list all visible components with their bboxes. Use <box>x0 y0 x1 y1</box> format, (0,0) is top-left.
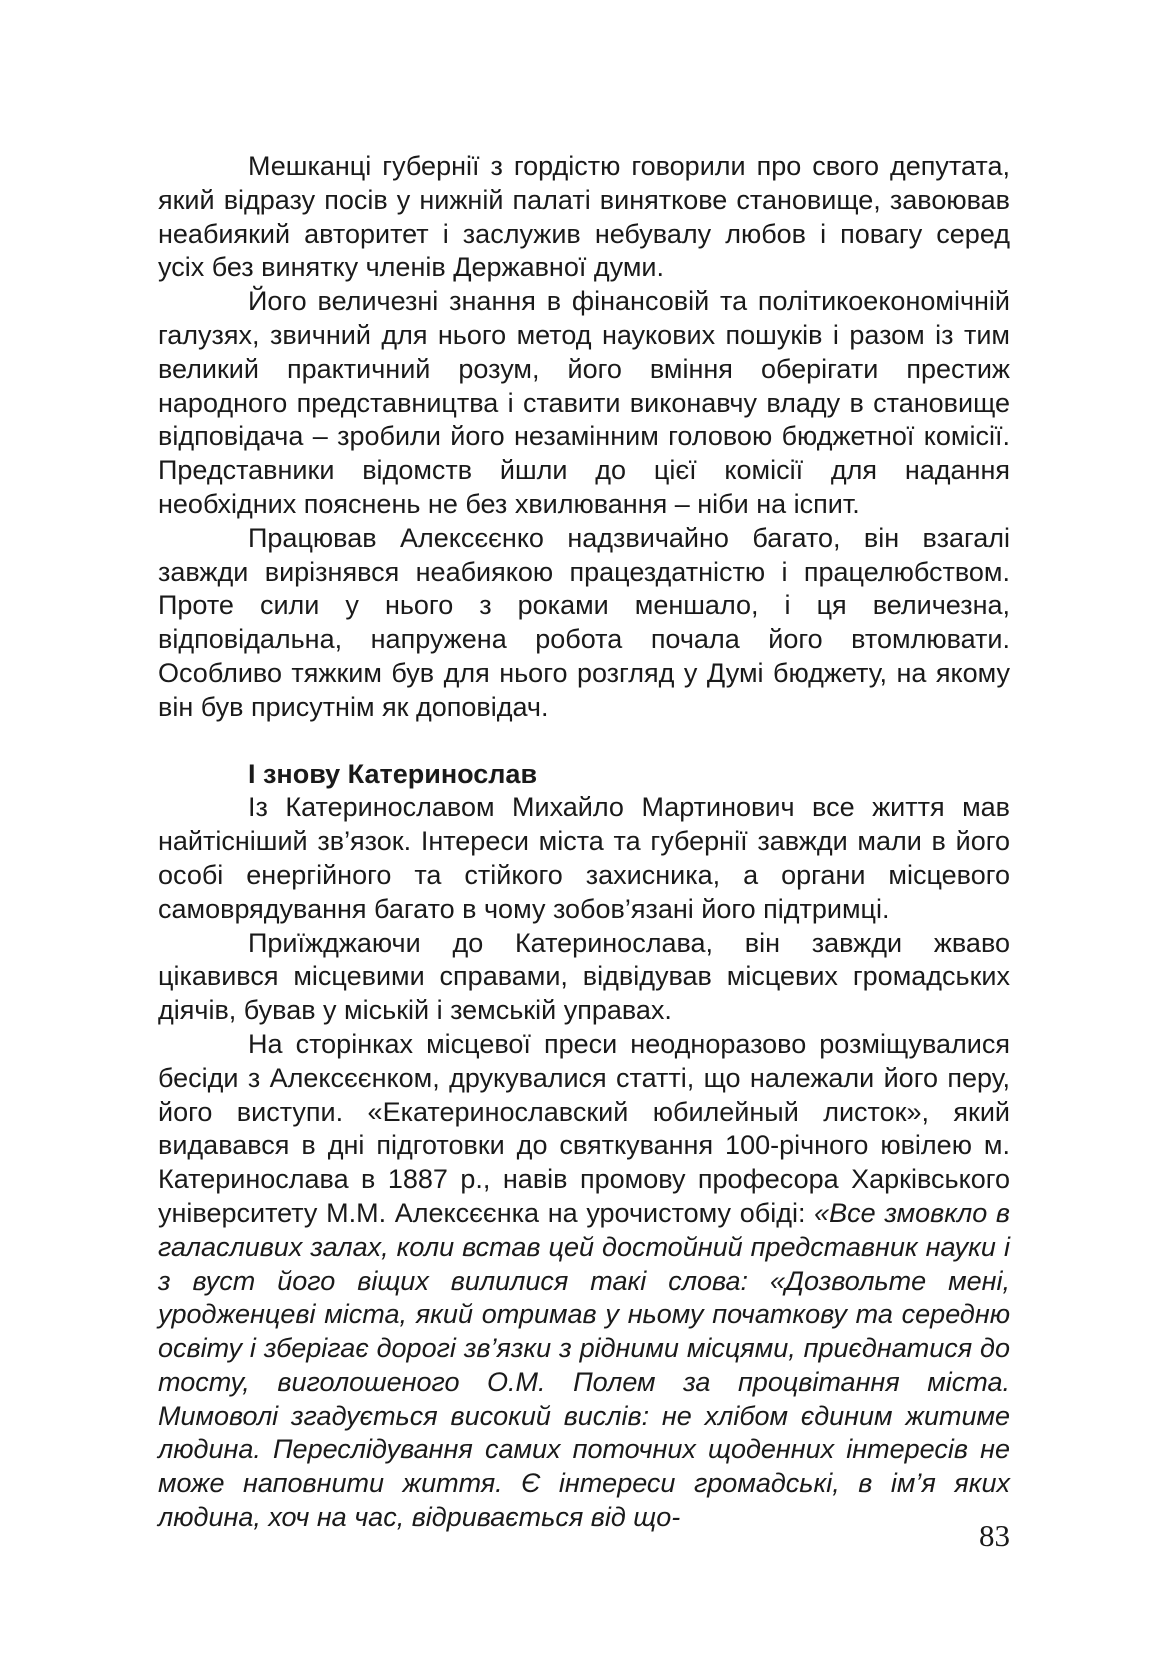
paragraph-1: Мешканці губернії з гордістю говорили про свого депутата, який відразу посів у нижній палаті виняткове становище, завоював неабиякий авторитет і заслужив небувалу любов і повагу серед усіх без винятку членів Державної думи. <box>158 151 1010 283</box>
page-body <box>158 150 1010 1535</box>
paragraph-6-italic-quote: «Все змовкло в галасливих залах, коли встав цей достойний представник науки і з вуст його віщих вилилися такі слова: «Дозвольте мені, уродженцеві міста, який отримав у ньому початкову та середню освіту і зберігає дорогі зв’язки з рідними місцями, приєднатися до тосту, виголошеного О.М. Полем за процвітання міста. Мимоволі згадується високий вислів: не хлібом єдиним житиме людина. Переслідування самих поточних щоденних інтересів не може наповнити життя. Є інтереси громадські, в ім’я яких людина, хоч на час, відривається від що- <box>158 1197 1010 1533</box>
paragraph-4: Із Катеринославом Михайло Мартинович все життя мав найтісніший зв’язок. Інтереси міста та губернії завжди мали в його особі енергійного та стійкого захисника, а органи місцевого самоврядування багато в чому зобов’язані його підтримці. <box>158 792 1010 924</box>
paragraph-3: Працював Алексєєнко надзвичайно багато, він взагалі завжди вирізнявся неабиякою працездатністю і працелюбством. Проте сили у нього з роками меншало, і ця величезна, відповідальна, напружена робота почала його втомлювати. Особливо тяжким був для нього розгляд у Думі бюджету, на якому він був присутнім як доповідач. <box>158 522 1010 722</box>
paragraph-6-regular-text: На сторінках місцевої преси неодноразово розміщувалися бесіди з Алексєєнком, друкувалися статті, що належали його перу, його виступи. «Екатеринославский юбилейный листок», який видавався в дні підготовки до святкування 100-річного ювілею м. Катеринослава в 1887 р., навів промову професора Харківського університету М.М. Алексєєнка на урочистому обіді: <box>158 1028 1010 1228</box>
page-number: 83 <box>979 1518 1010 1553</box>
paragraph-2: Його величезні знання в фінансовій та політикоекономічній галузях, звичний для нього метод наукових пошуків і разом із тим великий практичний розум, його вміння оберігати престиж народного представництва і ставити виконавчу владу в становище відповідача – зробили його незамінним головою бюджетної комісії. Представники відомств йшли до цієї комісії для надання необхідних пояснень не без хвилювання – ніби на іспит. <box>158 286 1010 519</box>
paragraph-5: Приїжджаючи до Катеринослава, він завжди жваво цікавився місцевими справами, відвідував місцевих громадських діячів, бував у міській і земській управах. <box>158 927 1010 1026</box>
section-heading: І знову Катеринослав <box>248 758 538 789</box>
paragraph-6 <box>158 1028 1010 1535</box>
